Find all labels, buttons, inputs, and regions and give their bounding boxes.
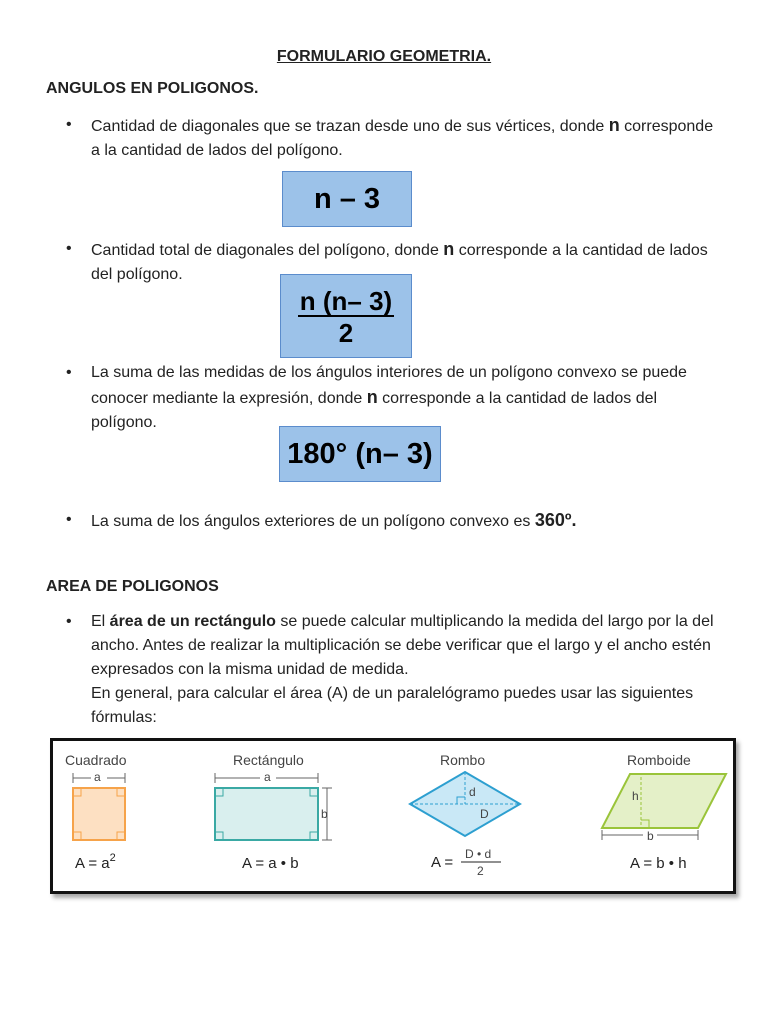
shape-title-cuadrado: Cuadrado [65,752,127,768]
square-diagram [65,752,127,872]
list-item-text: Cantidad de diagonales que se trazan desde uno de sus vértices, donde n corresponde a la cantidad de lados del polígono. [91,115,714,159]
bullet-icon: • [66,511,72,528]
formula-rombo-denominator: 2 [477,864,484,878]
formula-numerator: n (n– 3) [299,286,393,316]
bullet-icon: • [66,240,72,257]
rhomboid-diagram [602,752,726,872]
rhombus-diagram [410,752,520,878]
label-a: a [264,770,271,784]
svg-text:A = a2 [75,852,116,872]
formula-denominator: 2 [338,318,354,348]
label-h: h [632,789,639,803]
formula-rombo-numerator: D • d [465,847,492,861]
label-b: b [647,829,654,843]
formula-text: 180° (n– 3) [287,438,433,470]
shape-title-rombo: Rombo [440,752,486,768]
formula-rombo-lhs: A = [431,854,454,871]
section-heading-angulos: ANGULOS EN POLIGONOS. [46,80,259,97]
bullet-icon: • [66,116,72,133]
formula-romboide: A = b • h [630,855,687,872]
section-heading-area: AREA DE POLIGONOS [46,578,219,595]
label-d: d [469,785,476,799]
document-title: FORMULARIO GEOMETRIA. [276,48,492,65]
bullet-icon: • [66,613,72,630]
formula-exponent: 2 [109,852,116,864]
list-item [66,361,726,435]
list-item [66,508,726,534]
formula-box [282,171,412,227]
parallelogram-formulas-figure [50,738,736,894]
formula-box [280,274,412,358]
formula-box [279,426,441,482]
list-item-text: El área de un rectángulo se puede calcular multiplicando la medida del largo por la del ancho. Antes de realizar la multiplicación se debe verificar que el largo y el ancho estén expresados con la misma unidad de medida. En general, para calcular el área (A) de un paralelógramo puedes usar las siguientes fórmulas: [91,613,714,726]
bullet-icon: • [66,364,72,381]
label-a: a [94,770,101,784]
list-item-text: Cantidad total de diagonales del polígono, donde n corresponde a la cantidad de lados del polígono. [91,239,708,283]
formula-rectangulo: A = a • b [242,855,299,872]
label-D: D [480,807,489,821]
formula-text: n – 3 [313,183,381,215]
shape-title-rectangulo: Rectángulo [233,752,304,768]
formulas-illustration [53,741,733,891]
rectangle-diagram [215,752,332,872]
formula-cuadrado: A = a [75,855,110,872]
shape-title-romboide: Romboide [627,752,691,768]
label-b: b [321,807,328,821]
list-item [66,610,726,730]
list-item [66,113,726,163]
list-item-text: La suma de las medidas de los ángulos interiores de un polígono convexo se puede conocer mediante la expresión, donde n corresponde a la cantidad de lados del polígono. [91,364,687,431]
list-item-text: La suma de los ángulos exteriores de un polígono convexo es 360º. [91,510,577,530]
